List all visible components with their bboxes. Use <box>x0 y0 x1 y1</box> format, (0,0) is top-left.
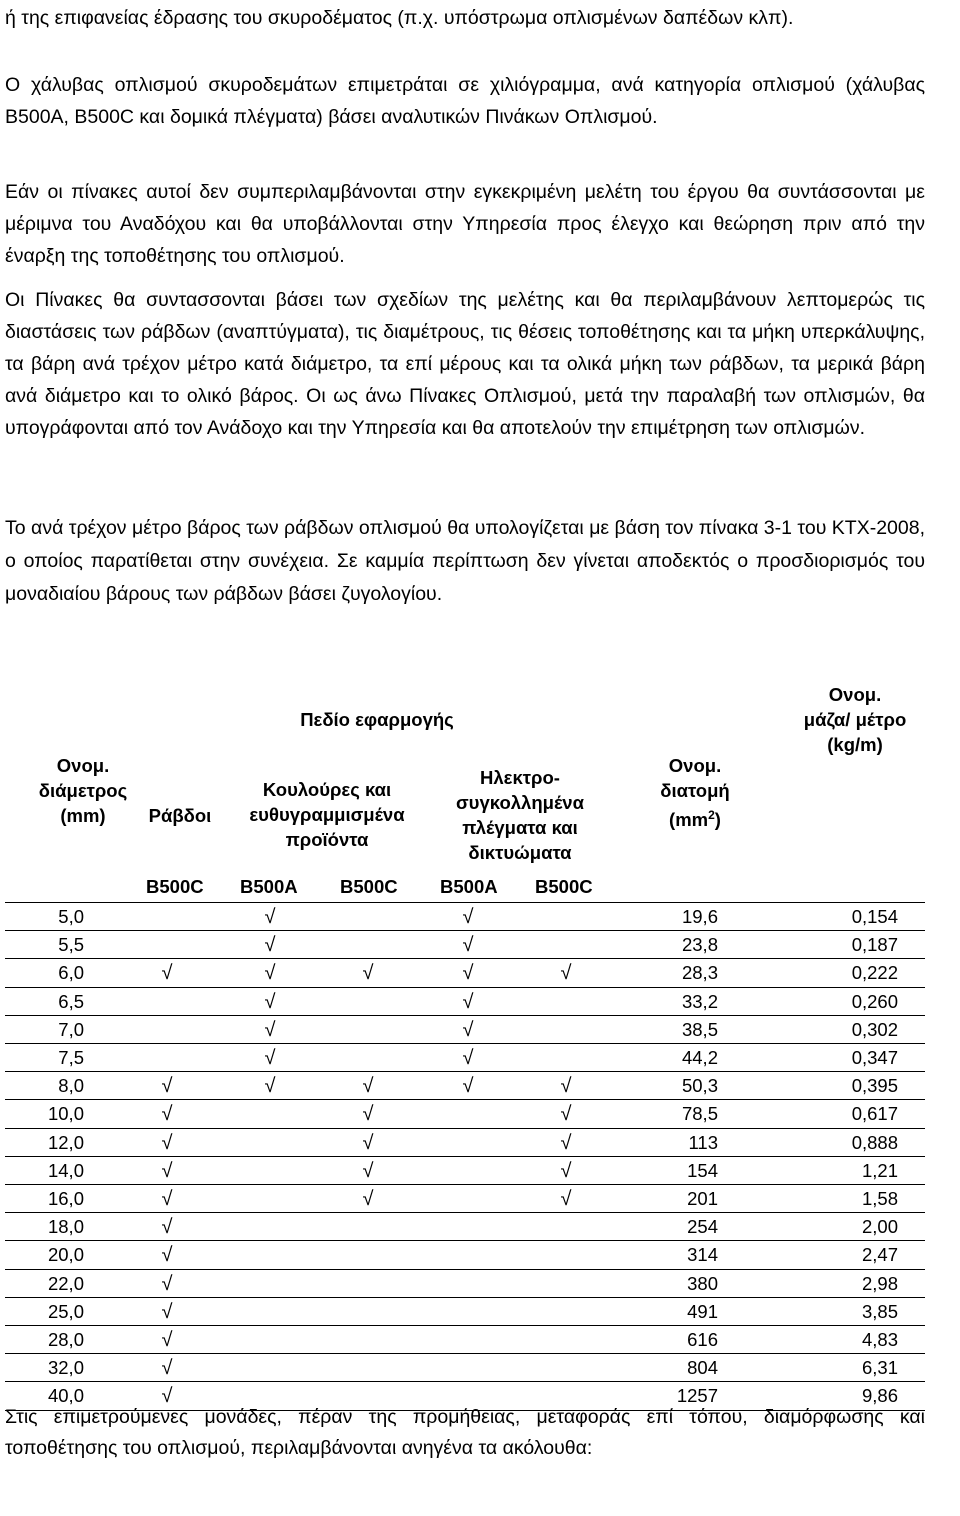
diameter-cell: 10,0 <box>47 1103 84 1125</box>
check-mark: √ <box>264 990 276 1013</box>
grade-label: B500A <box>240 876 298 897</box>
check-mark: √ <box>462 1075 474 1098</box>
mass-cell: 2,47 <box>861 1244 898 1266</box>
header-bars: Ράβδοι <box>148 805 212 826</box>
check-mark: √ <box>264 906 276 928</box>
header-coils-line1: Κουλούρες και <box>262 779 392 800</box>
mass-cell: 1,21 <box>861 1159 898 1181</box>
check-mark: √ <box>462 990 474 1013</box>
check-mark: √ <box>462 934 474 957</box>
mass-cell: 6,31 <box>861 1357 898 1379</box>
grade-label: B500C <box>535 876 593 897</box>
paragraph-5: Το ανά τρέχον μέτρο βάρος των ράβδων οπλισμού θα υπολογίζεται με βάση τον πίνακα 3-1 του ΚΤΧ-2008, ο οποίος παρατίθεται στην συνέχεια. Σε καμμία περίπτωση δεν γίνεται αποδεκτός ο προσδιορισμός του μοναδιαίου βάρους των ράβδων βάσει ζυγολογίου. <box>5 517 925 605</box>
area-cell: 616 <box>687 1329 718 1350</box>
check-mark: √ <box>362 962 374 985</box>
mass-cell: 4,83 <box>861 1329 898 1350</box>
check-mark: √ <box>560 1075 572 1098</box>
header-mesh <box>430 765 610 865</box>
mass-cell: 0,187 <box>851 934 898 956</box>
paragraph-1: ή της επιφανείας έδρασης του σκυροδέματος (π.χ. υπόστρωμα οπλισμένων δαπέδων κλπ). <box>5 7 794 29</box>
check-mark: √ <box>161 1272 173 1295</box>
header-mass-line1: Ονομ. <box>828 684 882 705</box>
area-cell: 380 <box>687 1272 718 1294</box>
diameter-cell: 14,0 <box>47 1159 84 1181</box>
check-mark: √ <box>161 1385 173 1408</box>
area-cell: 50,3 <box>681 1075 718 1097</box>
mass-cell: 2,98 <box>861 1272 898 1294</box>
diameter-cell: 16,0 <box>47 1188 84 1209</box>
mass-cell: 0,395 <box>851 1075 898 1097</box>
check-mark: √ <box>560 1188 572 1210</box>
diameter-cell: 20,0 <box>47 1244 84 1266</box>
header-mass <box>790 682 920 757</box>
mass-cell: 0,617 <box>851 1103 898 1125</box>
area-cell: 113 <box>688 1131 718 1153</box>
section-unit: (mm <box>669 809 709 831</box>
mass-cell: 0,222 <box>851 962 898 984</box>
area-cell: 254 <box>687 1216 718 1238</box>
diameter-cell: 5,0 <box>58 906 84 927</box>
header-mesh-line3: πλέγματα και <box>462 817 578 838</box>
check-mark: √ <box>161 1103 173 1126</box>
area-cell: 804 <box>687 1357 718 1379</box>
row-rule <box>5 1410 925 1411</box>
diameter-cell: 40,0 <box>47 1385 84 1407</box>
header-mesh-line2: συγκολλημένα <box>456 792 584 813</box>
area-cell: 1257 <box>676 1385 718 1407</box>
paragraph-2: Ο χάλυβας οπλισμού σκυροδεμάτων επιμετράται σε χιλιόγραμμα, ανά κατηγορία οπλισμού (χάλυβας Β500Α, Β500C και δομικά πλέγματα) βάσει αναλυτικών Πινάκων Οπλισμού. <box>5 74 925 128</box>
area-cell: 78,5 <box>681 1103 718 1125</box>
diameter-cell: 6,5 <box>58 990 84 1012</box>
mass-cell: 0,154 <box>851 906 898 927</box>
mass-cell: 0,260 <box>851 990 898 1012</box>
diameter-cell: 8,0 <box>58 1075 84 1097</box>
check-mark: √ <box>161 1357 173 1380</box>
check-mark: √ <box>264 962 276 985</box>
header-diameter-line2: διάμετρος <box>38 780 128 801</box>
check-mark: √ <box>161 1159 173 1182</box>
mass-cell: 0,347 <box>851 1047 898 1068</box>
diameter-cell: 7,5 <box>58 1047 84 1068</box>
mass-cell: 1,58 <box>861 1188 898 1209</box>
header-diameter-line1: Ονομ. <box>56 755 110 776</box>
area-cell: 44,2 <box>681 1047 718 1068</box>
area-cell: 491 <box>687 1300 718 1322</box>
mass-cell: 0,302 <box>851 1018 898 1040</box>
header-section <box>640 753 750 832</box>
check-mark: √ <box>362 1103 374 1126</box>
diameter-cell: 12,0 <box>47 1131 84 1153</box>
mass-cell: 0,888 <box>851 1131 898 1153</box>
header-section-line3 <box>640 803 750 832</box>
grade-label: B500A <box>440 876 498 897</box>
header-mesh-line4: δικτυώματα <box>468 842 572 863</box>
check-mark: √ <box>161 1216 173 1239</box>
check-mark: √ <box>161 1188 173 1210</box>
paragraph-6: Στις επιμετρούμενες μονάδες, πέραν της προμήθειας, μεταφοράς επί τόπου, διαμόρφωσης και τοποθέτησης του οπλισμού, περιλαμβάνονται ανηγένα τα ακόλουθα: <box>5 1406 925 1459</box>
check-mark: √ <box>362 1159 374 1182</box>
check-mark: √ <box>264 1047 276 1069</box>
grade-label: B500C <box>340 876 398 897</box>
check-mark: √ <box>264 934 276 957</box>
area-cell: 19,6 <box>681 906 718 927</box>
check-mark: √ <box>362 1188 374 1210</box>
mass-cell: 9,86 <box>861 1385 898 1407</box>
check-mark: √ <box>462 1047 474 1069</box>
header-field: Πεδίο εφαρμογής <box>300 709 454 730</box>
header-mass-line2: μάζα/ μέτρο <box>803 709 907 730</box>
check-mark: √ <box>161 962 173 985</box>
check-mark: √ <box>161 1329 173 1351</box>
header-section-line1: Ονομ. <box>668 755 722 776</box>
diameter-cell: 22,0 <box>47 1272 84 1294</box>
section-unit-close: ) <box>714 809 721 831</box>
check-mark: √ <box>560 962 572 985</box>
header-coils <box>222 777 432 852</box>
header-diameter <box>28 753 138 828</box>
paragraph-4: Οι Πίνακες θα συντασσονται βάσει των σχεδίων της μελέτης και θα περιλαμβάνουν λεπτομερώς τις διαστάσεις των ράβδων (αναπτύγματα), τις διαμέτρους, τις θέσεις τοποθέτησης και τα μήκη υπερκάλυψης, τα βάρη ανά τρέχον μέτρο κατά διάμετρο, τα επί μέρους και τα ολικά μήκη των ράβδων, τα μερικά βάρη ανά διάμετρο και το ολικό βάρος. Οι ως άνω Πίνακες Οπλισμού, μετά την παραλαβή των οπλισμών, θα υπογράφονται από τον Ανάδοχο και την Υπηρεσία και θα αποτελούν την επιμέτρηση των οπλισμών. <box>5 289 925 439</box>
header-mass-line3: (kg/m) <box>827 734 883 755</box>
check-mark: √ <box>362 1075 374 1098</box>
check-mark: √ <box>560 1103 572 1126</box>
header-diameter-line3: (mm) <box>60 805 106 826</box>
header-coils-line2: ευθυγραμμισμένα <box>249 804 405 825</box>
check-mark: √ <box>560 1159 572 1182</box>
check-mark: √ <box>161 1244 173 1267</box>
area-cell: 154 <box>687 1159 718 1181</box>
header-coils-line3: προϊόντα <box>285 829 369 850</box>
check-mark: √ <box>161 1131 173 1154</box>
check-mark: √ <box>264 1018 276 1041</box>
check-mark: √ <box>462 962 474 985</box>
check-mark: √ <box>462 1018 474 1041</box>
area-cell: 314 <box>687 1244 718 1266</box>
check-mark: √ <box>161 1075 173 1098</box>
diameter-cell: 32,0 <box>47 1357 84 1379</box>
area-cell: 28,3 <box>681 962 718 984</box>
check-mark: √ <box>264 1075 276 1098</box>
diameter-cell: 18,0 <box>47 1216 84 1238</box>
diameter-cell: 25,0 <box>47 1300 84 1322</box>
header-mesh-line1: Ηλεκτρο- <box>480 767 560 788</box>
check-mark: √ <box>560 1131 572 1154</box>
check-mark: √ <box>161 1300 173 1323</box>
header-section-line2: διατομή <box>660 780 730 801</box>
mass-cell: 3,85 <box>861 1300 898 1322</box>
mass-cell: 2,00 <box>861 1216 898 1238</box>
area-cell: 33,2 <box>681 990 718 1012</box>
area-cell: 201 <box>687 1188 718 1209</box>
section-unit-exp: 2 <box>708 808 715 822</box>
diameter-cell: 7,0 <box>58 1018 84 1040</box>
diameter-cell: 5,5 <box>58 934 84 956</box>
area-cell: 38,5 <box>681 1018 718 1040</box>
grade-label: B500C <box>146 876 204 897</box>
diameter-cell: 6,0 <box>58 962 84 984</box>
diameter-cell: 28,0 <box>47 1329 84 1350</box>
area-cell: 23,8 <box>681 934 718 956</box>
paragraph-3: Εάν οι πίνακες αυτοί δεν συμπεριλαμβάνονται στην εγκεκριμένη μελέτη του έργου θα συντάσσονται με μέριμνα του Αναδόχου και θα υποβάλλονται στην Υπηρεσία προς έλεγχο και θεώρηση πριν από την έναρξη της τοποθέτησης του οπλισμού. <box>5 181 925 267</box>
check-mark: √ <box>362 1131 374 1154</box>
check-mark: √ <box>462 906 474 928</box>
